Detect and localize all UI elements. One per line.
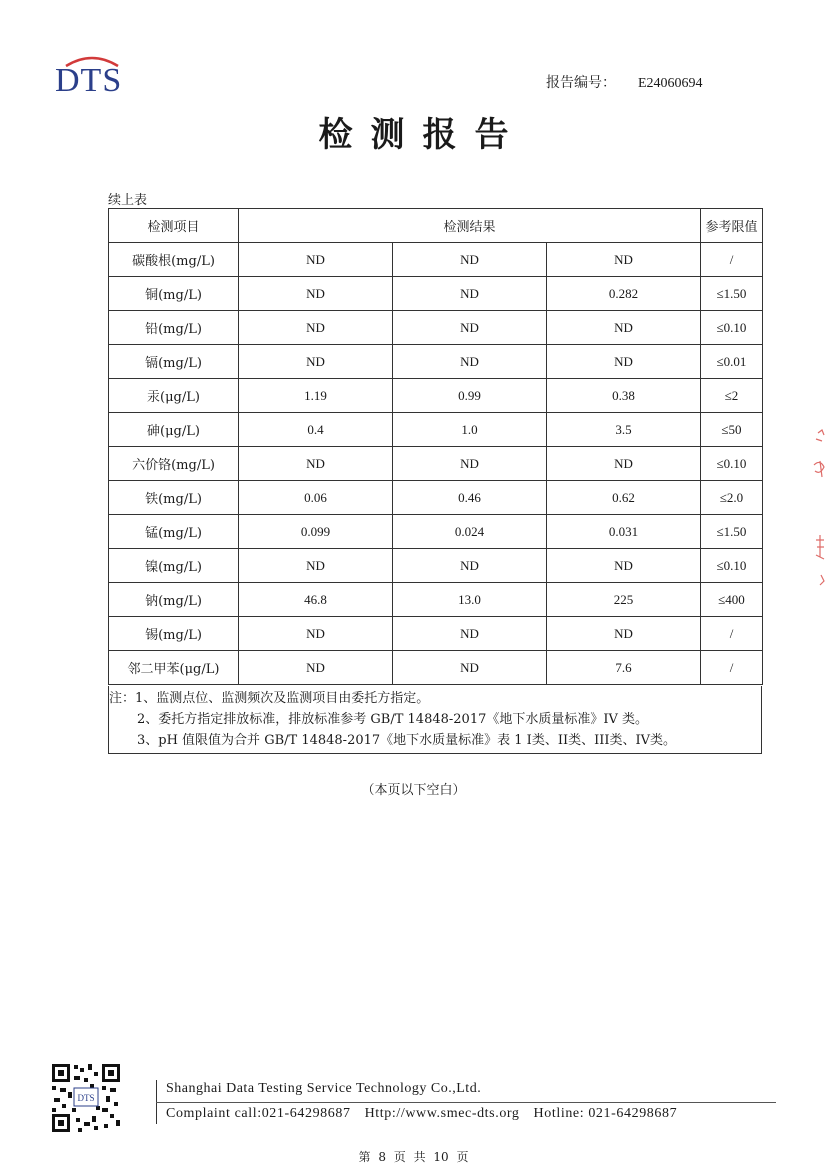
note-2: 2、委托方指定排放标准，排放标准参考 GB/T 14848-2017《地下水质量标准》IV 类。 — [137, 712, 649, 727]
note-3: 3、pH 值限值为合并 GB/T 14848-2017《地下水质量标准》表 1 I类、II类、III类、IV类。 — [137, 733, 677, 748]
cell-result-3: ND — [547, 311, 701, 345]
cell-result-1: 1.19 — [239, 379, 393, 413]
cell-result-2: ND — [393, 447, 547, 481]
cell-result-1: 0.4 — [239, 413, 393, 447]
cell-result-3: ND — [547, 243, 701, 277]
cell-result-3: 0.38 — [547, 379, 701, 413]
cell-item: 钠(mg/L) — [109, 583, 239, 617]
cell-result-3: ND — [547, 345, 701, 379]
cell-limit: ≤1.50 — [701, 515, 763, 549]
cell-limit: ≤0.10 — [701, 447, 763, 481]
table-header-row — [109, 209, 763, 243]
cell-result-3: 3.5 — [547, 413, 701, 447]
cell-result-1: ND — [239, 243, 393, 277]
cell-item: 镍(mg/L) — [109, 549, 239, 583]
table-row — [109, 583, 763, 617]
cell-result-2: 13.0 — [393, 583, 547, 617]
cell-result-3: ND — [547, 617, 701, 651]
results-table — [108, 208, 763, 685]
page-number: 第 8 页 共 10 页 — [358, 1150, 469, 1164]
report-number-label: 报告编号： — [546, 75, 616, 91]
cell-result-1: ND — [239, 345, 393, 379]
table-row — [109, 413, 763, 447]
qr-code-icon — [50, 1062, 122, 1134]
cell-item: 碳酸根(mg/L) — [109, 243, 239, 277]
note-1: 注：1、监测点位、监测频次及监测项目由委托方指定。 — [109, 691, 430, 706]
cell-limit: / — [701, 243, 763, 277]
table-row — [109, 277, 763, 311]
header-limit: 参考限值 — [701, 209, 763, 243]
cell-item: 汞(μg/L) — [109, 379, 239, 413]
cell-result-2: 0.024 — [393, 515, 547, 549]
cell-result-2: ND — [393, 617, 547, 651]
table-row — [109, 617, 763, 651]
cell-item: 邻二甲苯(μg/L) — [109, 651, 239, 685]
cell-limit: ≤1.50 — [701, 277, 763, 311]
header-result: 检测结果 — [239, 209, 701, 243]
table-row — [109, 379, 763, 413]
table-row — [109, 345, 763, 379]
cell-limit: ≤0.01 — [701, 345, 763, 379]
cell-result-3: 0.031 — [547, 515, 701, 549]
logo-text: DTS — [55, 62, 123, 99]
cell-result-3: 0.282 — [547, 277, 701, 311]
cell-limit: ≤400 — [701, 583, 763, 617]
cell-item: 砷(μg/L) — [109, 413, 239, 447]
cell-result-1: 0.06 — [239, 481, 393, 515]
cell-result-2: ND — [393, 345, 547, 379]
cell-result-3: ND — [547, 447, 701, 481]
cell-item: 铅(mg/L) — [109, 311, 239, 345]
hotline: Hotline: 021-64298687 — [533, 1106, 678, 1121]
table-row — [109, 243, 763, 277]
cell-result-2: ND — [393, 277, 547, 311]
website: Http://www.smec-dts.org — [364, 1106, 520, 1121]
cell-result-2: 0.99 — [393, 379, 547, 413]
cell-item: 锰(mg/L) — [109, 515, 239, 549]
cell-result-1: ND — [239, 277, 393, 311]
cell-limit: ≤2.0 — [701, 481, 763, 515]
cell-limit: / — [701, 617, 763, 651]
cell-item: 六价铬(mg/L) — [109, 447, 239, 481]
notes — [108, 686, 762, 754]
table-row — [109, 515, 763, 549]
cell-limit: ≤2 — [701, 379, 763, 413]
cell-item: 铜(mg/L) — [109, 277, 239, 311]
footer-divider-horizontal — [156, 1102, 776, 1103]
page-title: 检测报告 — [318, 115, 527, 155]
continued-label: 续上表 — [108, 193, 148, 208]
report-number — [546, 72, 703, 92]
cell-result-1: ND — [239, 651, 393, 685]
complaint-call: Complaint call:021-64298687 — [166, 1106, 351, 1121]
cell-result-2: ND — [393, 651, 547, 685]
cell-result-2: 1.0 — [393, 413, 547, 447]
header-item: 检测项目 — [109, 209, 239, 243]
report-number-value: E24060694 — [638, 76, 703, 91]
cell-result-2: ND — [393, 311, 547, 345]
cell-result-2: ND — [393, 549, 547, 583]
blank-notice: （本页以下空白） — [361, 783, 466, 798]
cell-result-3: 0.62 — [547, 481, 701, 515]
cell-result-1: ND — [239, 311, 393, 345]
cell-result-2: 0.46 — [393, 481, 547, 515]
table-row — [109, 651, 763, 685]
cell-item: 铁(mg/L) — [109, 481, 239, 515]
company-logo — [52, 52, 132, 100]
table-row — [109, 549, 763, 583]
cell-item: 镉(mg/L) — [109, 345, 239, 379]
cell-result-1: 0.099 — [239, 515, 393, 549]
cell-result-1: ND — [239, 447, 393, 481]
cell-item: 锡(mg/L) — [109, 617, 239, 651]
table-row — [109, 447, 763, 481]
table-row — [109, 481, 763, 515]
cell-limit: / — [701, 651, 763, 685]
contact-line — [166, 1106, 691, 1122]
cell-limit: ≤0.10 — [701, 311, 763, 345]
qr-center-label: DTS — [77, 1093, 95, 1103]
seal-stamp-fragment-icon — [806, 425, 827, 595]
cell-result-1: ND — [239, 549, 393, 583]
cell-result-1: 46.8 — [239, 583, 393, 617]
table-row — [109, 311, 763, 345]
cell-result-1: ND — [239, 617, 393, 651]
cell-result-3: 7.6 — [547, 651, 701, 685]
cell-limit: ≤50 — [701, 413, 763, 447]
company-name: Shanghai Data Testing Service Technology Co.,Ltd. — [166, 1081, 482, 1096]
cell-result-2: ND — [393, 243, 547, 277]
cell-limit: ≤0.10 — [701, 549, 763, 583]
cell-result-3: 225 — [547, 583, 701, 617]
cell-result-3: ND — [547, 549, 701, 583]
